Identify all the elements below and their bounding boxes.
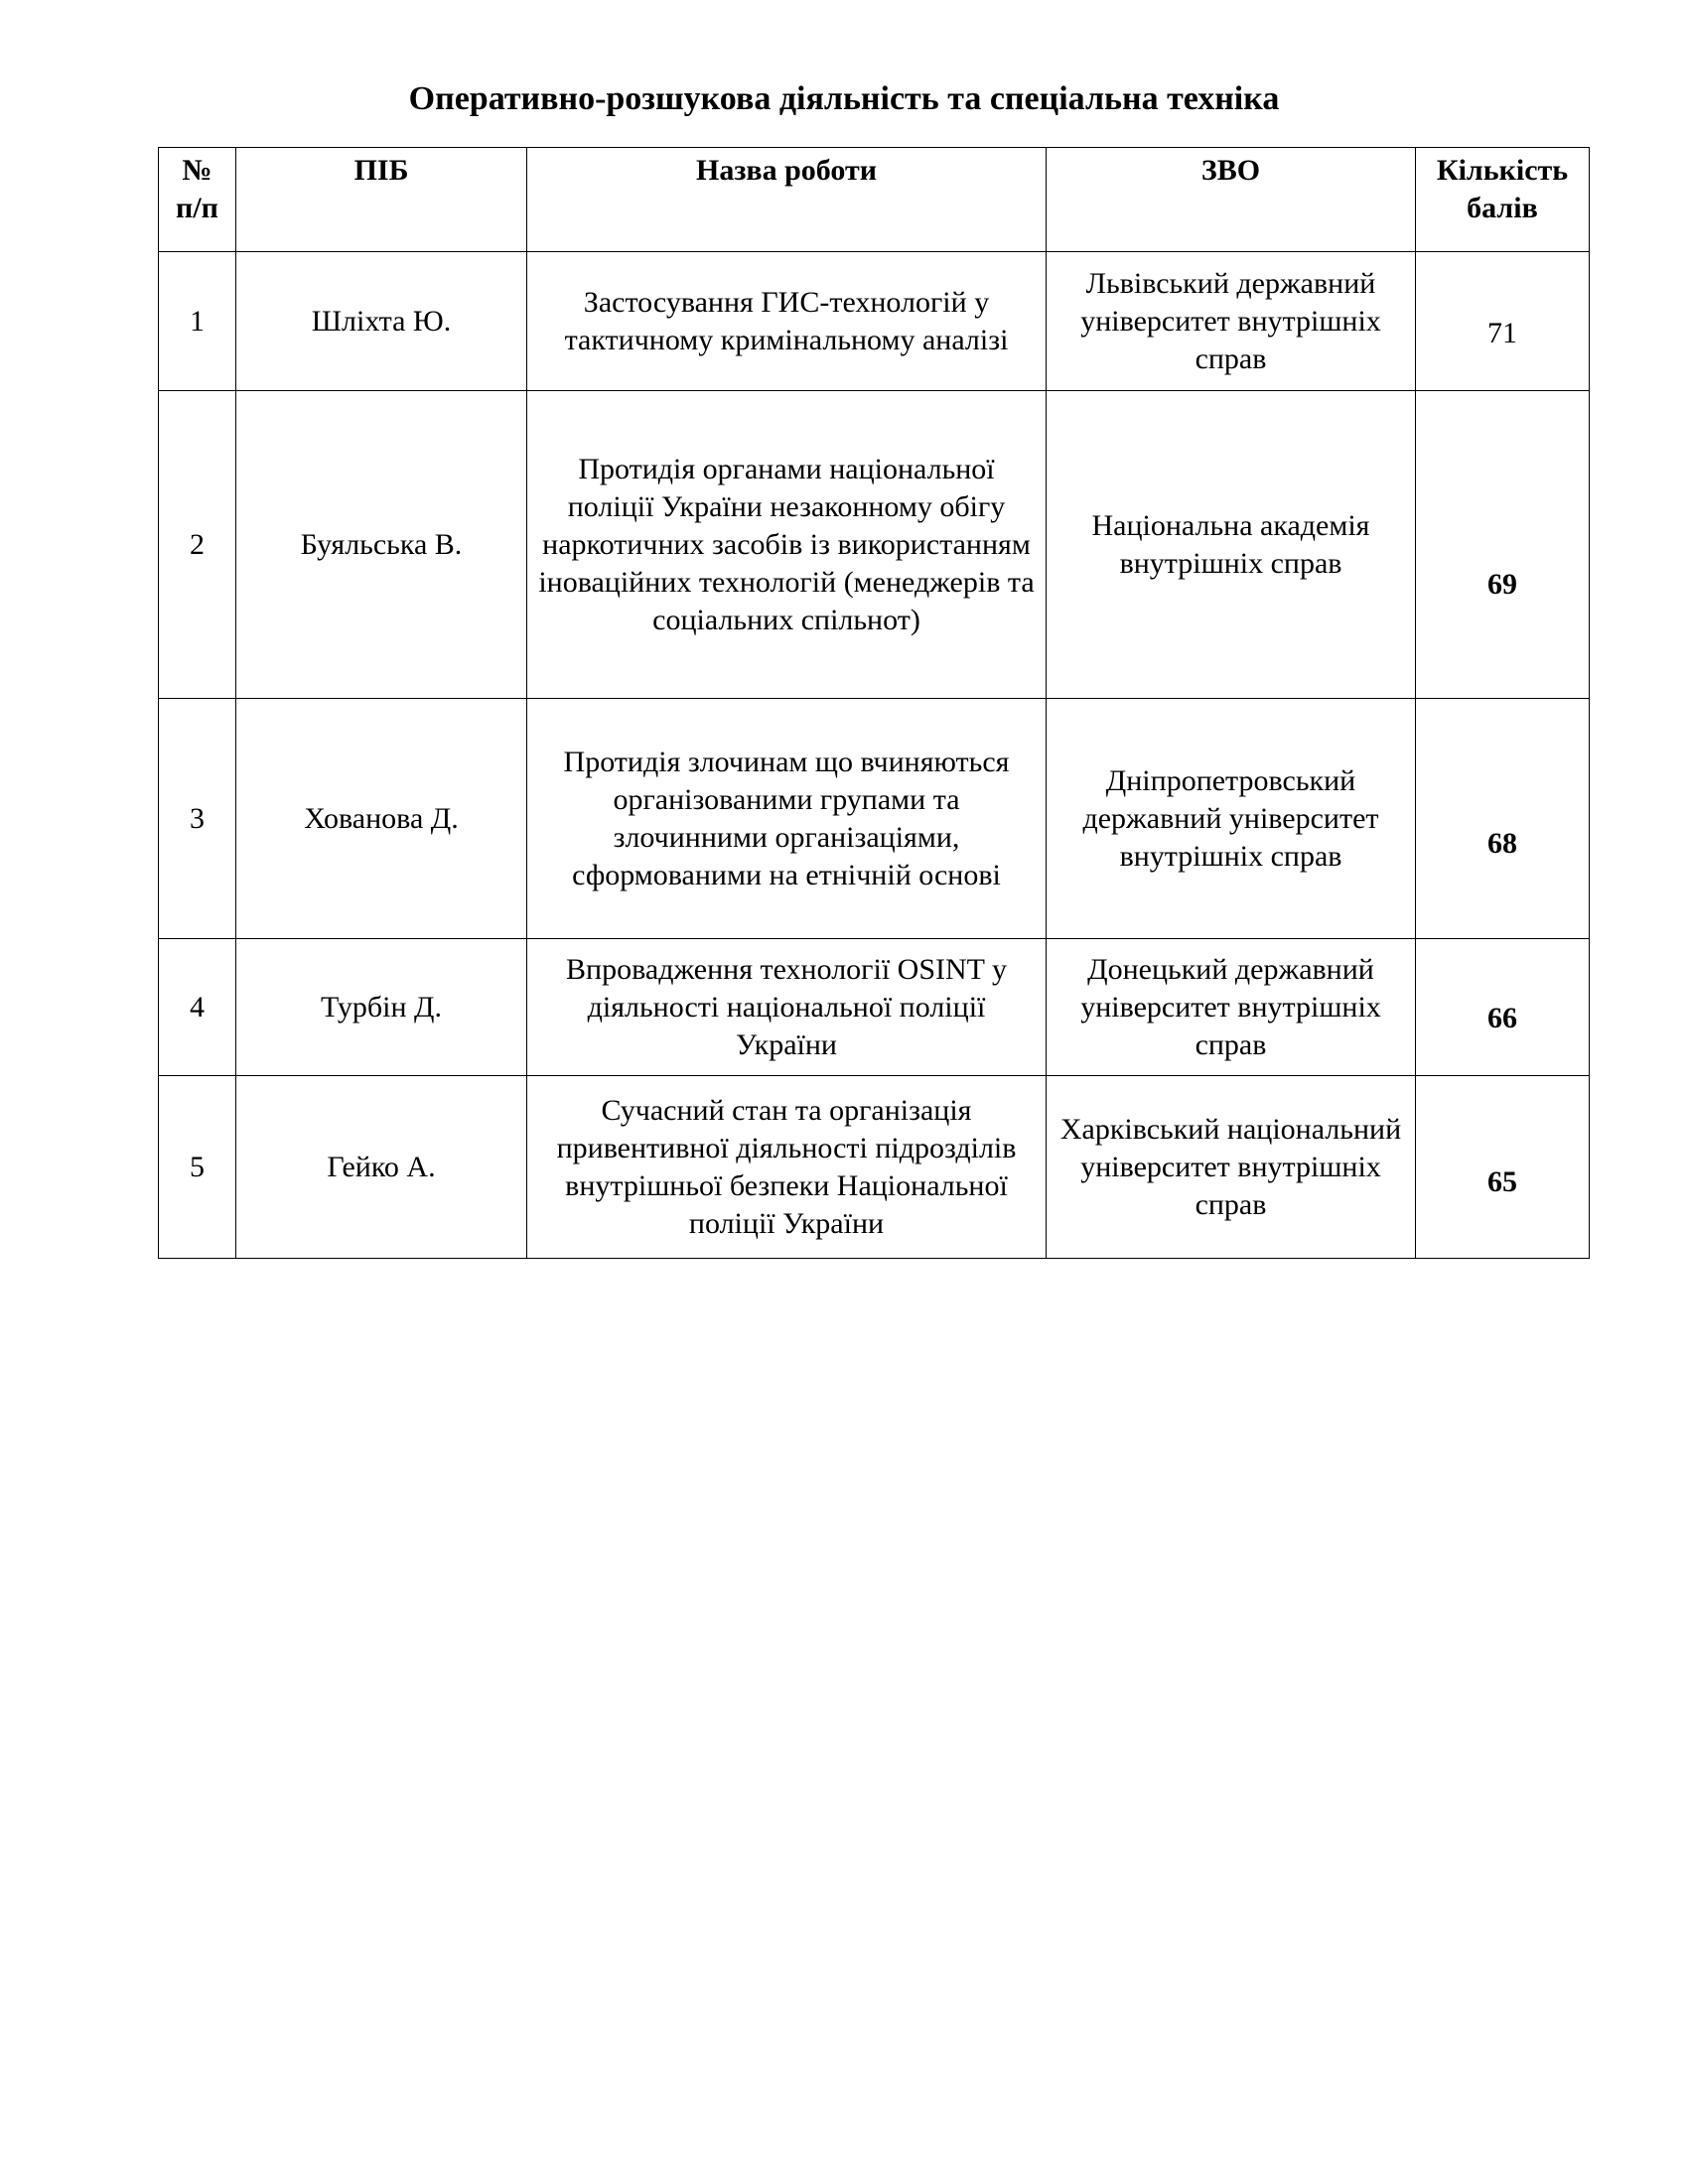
row-name: Гейко А. [236, 1076, 527, 1259]
row-work-title: Застосування ГИС-технологій у тактичному кримінальному аналізі [527, 252, 1047, 391]
results-table [158, 147, 1590, 1259]
row-name: Шліхта Ю. [236, 252, 527, 391]
row-university: Дніпропетровський державний університет внутрішніх справ [1047, 699, 1416, 939]
row-score: 69 [1416, 391, 1590, 699]
row-num: 2 [159, 391, 236, 699]
header-num: № п/п [159, 148, 236, 252]
row-work-title: Протидія органами національної поліції України незаконному обігу наркотичних засобів із використанням іноваційних технологій (менеджерів та соціальних спільнот) [527, 391, 1047, 699]
row-num: 4 [159, 939, 236, 1076]
row-score: 71 [1416, 252, 1590, 391]
row-work-title: Сучасний стан та організація привентивної діяльності підрозділів внутрішньої безпеки Національної поліції України [527, 1076, 1047, 1259]
row-name: Турбін Д. [236, 939, 527, 1076]
row-work-title: Протидія злочинам що вчиняються організованими групами та злочинними організаціями, сформованими на етнічній основі [527, 699, 1047, 939]
row-name: Хованова Д. [236, 699, 527, 939]
table-row [159, 939, 1590, 1076]
table-row [159, 1076, 1590, 1259]
table-row [159, 252, 1590, 391]
row-score: 66 [1416, 939, 1590, 1076]
header-score: Кількість балів [1416, 148, 1590, 252]
table-row [159, 699, 1590, 939]
row-university: Донецький державний університет внутрішніх справ [1047, 939, 1416, 1076]
row-university: Національна академія внутрішніх справ [1047, 391, 1416, 699]
row-university: Харківський національний університет внутрішніх справ [1047, 1076, 1416, 1259]
row-num: 1 [159, 252, 236, 391]
page-title: Оперативно-розшукова діяльність та спеціальна техніка [408, 80, 1280, 117]
row-university: Львівський державний університет внутрішніх справ [1047, 252, 1416, 391]
table-row [159, 391, 1590, 699]
row-work-title: Впровадження технології OSINT у діяльності національної поліції України [527, 939, 1047, 1076]
row-name: Буяльська В. [236, 391, 527, 699]
header-work-title: Назва роботи [527, 148, 1047, 252]
row-score: 65 [1416, 1076, 1590, 1259]
header-name: ПІБ [236, 148, 527, 252]
row-num: 3 [159, 699, 236, 939]
header-university: ЗВО [1047, 148, 1416, 252]
table-header-row [159, 148, 1590, 252]
row-score: 68 [1416, 699, 1590, 939]
row-num: 5 [159, 1076, 236, 1259]
